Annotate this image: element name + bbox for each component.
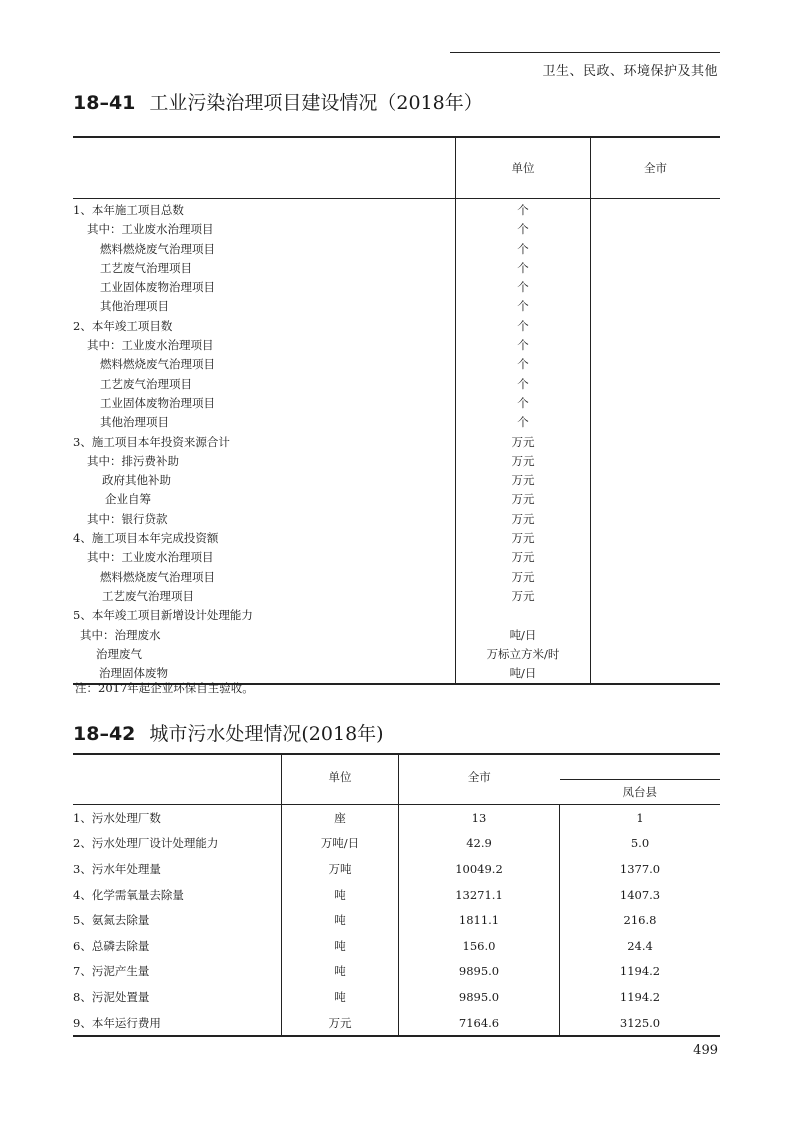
table2-number: 18–42 [73, 723, 136, 745]
row-value [591, 297, 721, 316]
row-label: 3、污水年处理量 [73, 861, 161, 876]
row-unit: 个 [456, 220, 591, 239]
row-value [591, 664, 721, 684]
row-value [591, 490, 721, 509]
row-label: 9、本年运行费用 [73, 1015, 161, 1030]
row-unit: 吨/日 [456, 626, 591, 645]
table2-header-item [73, 754, 282, 805]
table-row [73, 452, 720, 471]
table-row [73, 856, 720, 882]
table1-header-item [73, 137, 456, 199]
row-unit: 个 [456, 259, 591, 278]
row-label: 燃料燃烧废气治理项目 [100, 241, 215, 256]
row-unit: 万元 [456, 471, 591, 490]
row-county: 24.4 [560, 933, 721, 959]
row-value [591, 259, 721, 278]
row-city: 42.9 [399, 831, 560, 857]
row-county: 5.0 [560, 831, 721, 857]
sewage-treatment-table [73, 753, 720, 1037]
row-city: 10049.2 [399, 856, 560, 882]
row-label: 燃料燃烧废气治理项目 [100, 569, 215, 584]
section-header: 卫生、民政、环境保护及其他 [542, 64, 718, 79]
row-label: 5、本年竣工项目新增设计处理能力 [73, 608, 253, 623]
row-city: 13 [399, 805, 560, 831]
row-unit: 吨 [282, 984, 399, 1010]
row-county: 1 [560, 805, 721, 831]
row-value [591, 336, 721, 355]
row-value [591, 394, 721, 413]
table-row [73, 375, 720, 394]
table-row [73, 568, 720, 587]
row-unit: 万元 [456, 529, 591, 548]
table-row [73, 259, 720, 278]
row-county: 1194.2 [560, 959, 721, 985]
table1-title-text: 工业污染治理项目建设情况（2018年） [149, 92, 483, 114]
row-county: 1377.0 [560, 856, 721, 882]
table2-header-row [73, 754, 720, 780]
table1-title [73, 88, 483, 115]
table-row [73, 645, 720, 664]
row-city: 9895.0 [399, 959, 560, 985]
row-label: 7、污泥产生量 [73, 964, 150, 979]
row-label: 治理固体废物 [99, 666, 168, 681]
table2-header-spacer [560, 754, 721, 780]
page-number: 499 [693, 1043, 718, 1058]
row-unit: 万吨/日 [282, 831, 399, 857]
row-label: 燃料燃烧废气治理项目 [100, 357, 215, 372]
row-county: 1407.3 [560, 882, 721, 908]
table-row [73, 606, 720, 625]
row-value [591, 413, 721, 432]
row-label: 8、污泥处置量 [73, 989, 150, 1004]
row-unit: 吨 [282, 882, 399, 908]
row-unit: 个 [456, 355, 591, 374]
row-value [591, 278, 721, 297]
row-county: 1194.2 [560, 984, 721, 1010]
row-unit: 万标立方米/时 [456, 645, 591, 664]
row-label: 5、氨氮去除量 [73, 913, 150, 928]
row-label: 其他治理项目 [100, 415, 169, 430]
table-row [73, 831, 720, 857]
table-row [73, 278, 720, 297]
row-label: 其中：排污费补助 [87, 453, 179, 468]
row-label: 4、化学需氧量去除量 [73, 887, 184, 902]
table1-header-city: 全市 [591, 137, 721, 199]
row-value [591, 199, 721, 221]
row-label: 其中：银行贷款 [87, 511, 168, 526]
table-row [73, 297, 720, 316]
row-value [591, 240, 721, 259]
row-label: 其他治理项目 [100, 299, 169, 314]
row-unit: 个 [456, 394, 591, 413]
row-label: 工业固体废物治理项目 [100, 280, 215, 295]
row-unit: 个 [456, 336, 591, 355]
row-city: 1811.1 [399, 907, 560, 933]
row-unit: 吨 [282, 933, 399, 959]
row-unit: 吨/日 [456, 664, 591, 684]
table2-header-city: 全市 [399, 754, 560, 805]
row-value [591, 375, 721, 394]
table-row [73, 240, 720, 259]
row-label: 4、施工项目本年完成投资额 [73, 531, 219, 546]
table-row [73, 220, 720, 239]
row-unit: 万吨 [282, 856, 399, 882]
row-value [591, 568, 721, 587]
row-unit [456, 606, 591, 625]
row-value [591, 626, 721, 645]
row-unit: 吨 [282, 907, 399, 933]
row-value [591, 471, 721, 490]
row-value [591, 548, 721, 567]
table-row [73, 336, 720, 355]
pollution-projects-table [73, 136, 720, 685]
row-unit: 吨 [282, 959, 399, 985]
table-row [73, 471, 720, 490]
row-label: 工艺废气治理项目 [100, 260, 192, 275]
row-value [591, 452, 721, 471]
row-value [591, 645, 721, 664]
table-row [73, 510, 720, 529]
table-row [73, 959, 720, 985]
row-unit: 个 [456, 297, 591, 316]
row-label: 其中：工业废水治理项目 [87, 338, 214, 353]
table-row [73, 548, 720, 567]
table-row [73, 984, 720, 1010]
row-label: 其中：工业废水治理项目 [87, 222, 214, 237]
row-city: 13271.1 [399, 882, 560, 908]
row-label: 其中：工业废水治理项目 [87, 550, 214, 565]
row-value [591, 220, 721, 239]
row-unit: 个 [456, 375, 591, 394]
row-label: 1、污水处理厂数 [73, 810, 161, 825]
row-label: 政府其他补助 [102, 473, 171, 488]
table-row [73, 1010, 720, 1037]
table2-title [73, 719, 384, 746]
row-value [591, 529, 721, 548]
row-label: 其中：治理废水 [80, 627, 161, 642]
row-unit: 万元 [456, 587, 591, 606]
table-row [73, 882, 720, 908]
row-unit: 万元 [456, 568, 591, 587]
row-label: 6、总磷去除量 [73, 938, 150, 953]
table1-header-unit: 单位 [456, 137, 591, 199]
row-unit: 个 [456, 278, 591, 297]
table1-note: 注：2017年起企业环保自主验收。 [75, 681, 254, 695]
row-value [591, 433, 721, 452]
row-label: 2、本年竣工项目数 [73, 318, 173, 333]
header-rule [450, 52, 720, 53]
table-row [73, 433, 720, 452]
table-row [73, 626, 720, 645]
row-value [591, 355, 721, 374]
row-label: 工艺废气治理项目 [102, 588, 194, 603]
table-row [73, 587, 720, 606]
table-row [73, 805, 720, 831]
row-unit: 个 [456, 199, 591, 221]
row-label: 3、施工项目本年投资来源合计 [73, 434, 230, 449]
row-unit: 个 [456, 413, 591, 432]
row-unit: 万元 [282, 1010, 399, 1037]
row-unit: 万元 [456, 548, 591, 567]
row-label: 企业自筹 [105, 492, 151, 507]
table2-header-unit: 单位 [282, 754, 399, 805]
row-label: 工艺废气治理项目 [100, 376, 192, 391]
row-unit: 个 [456, 317, 591, 336]
table-row [73, 933, 720, 959]
row-value [591, 606, 721, 625]
row-value [591, 587, 721, 606]
table-row [73, 529, 720, 548]
table1-header-row [73, 137, 720, 199]
row-label: 1、本年施工项目总数 [73, 203, 184, 217]
row-label: 2、污水处理厂设计处理能力 [73, 836, 219, 851]
table2-header-county: 凤台县 [560, 780, 721, 805]
table-row [73, 394, 720, 413]
row-unit: 万元 [456, 510, 591, 529]
row-city: 156.0 [399, 933, 560, 959]
row-value [591, 317, 721, 336]
table-row [73, 907, 720, 933]
row-unit: 万元 [456, 490, 591, 509]
row-value [591, 510, 721, 529]
table-row [73, 317, 720, 336]
row-label: 治理废气 [96, 646, 142, 661]
row-unit: 万元 [456, 452, 591, 471]
row-county: 216.8 [560, 907, 721, 933]
row-unit: 个 [456, 240, 591, 259]
row-city: 9895.0 [399, 984, 560, 1010]
row-unit: 万元 [456, 433, 591, 452]
row-unit: 座 [282, 805, 399, 831]
row-label: 工业固体废物治理项目 [100, 395, 215, 410]
row-county: 3125.0 [560, 1010, 721, 1037]
table-row [73, 199, 720, 221]
table-row [73, 413, 720, 432]
table1-number: 18–41 [73, 92, 136, 114]
table-row [73, 490, 720, 509]
table2-title-text: 城市污水处理情况(2018年) [149, 723, 384, 745]
table-row [73, 355, 720, 374]
row-city: 7164.6 [399, 1010, 560, 1037]
